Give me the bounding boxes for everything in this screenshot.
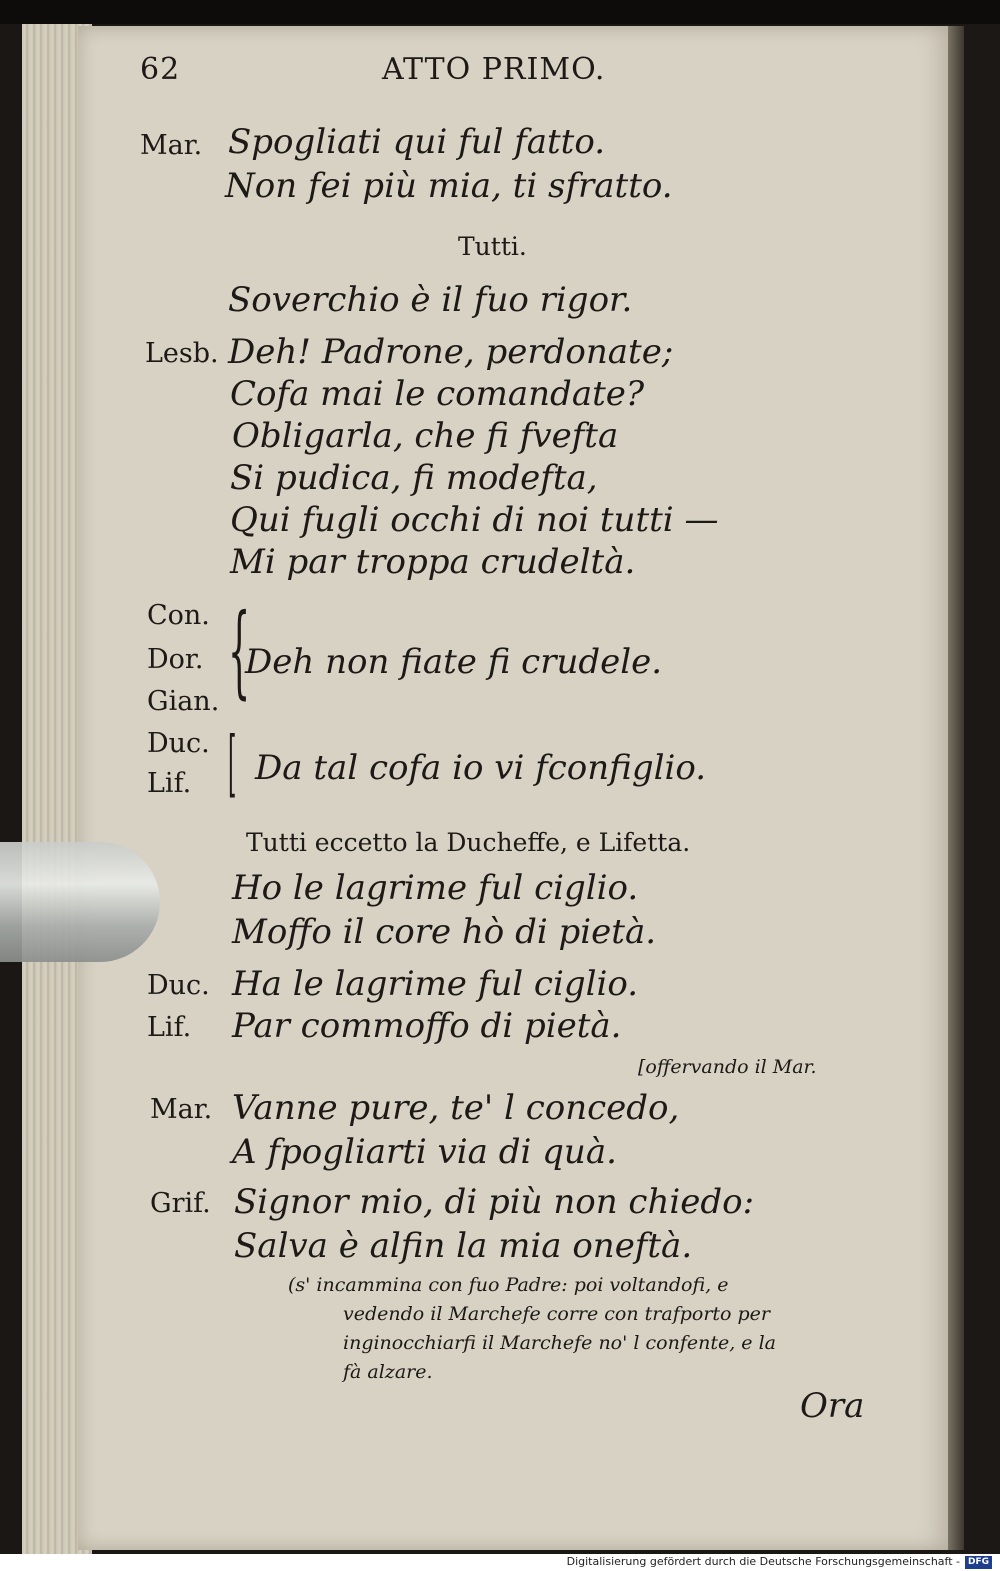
speaker-mar: Mar. — [140, 130, 203, 161]
speaker-duc: Duc. — [147, 970, 210, 1001]
speaker-gris: Grif. — [150, 1188, 211, 1219]
scan-top-border — [0, 0, 1000, 24]
section-heading-tutti-eccetto: Tutti eccetto la Ducheffe, e Lifetta. — [246, 828, 691, 857]
verse-line: Mi par troppa crudeltà. — [230, 542, 636, 582]
verse-line: Par commoffo di pietà. — [232, 1006, 622, 1046]
speaker-lif: Lif. — [147, 768, 192, 799]
scan-right-border — [964, 24, 1000, 1554]
stage-direction: [offervando il Mar. — [638, 1056, 817, 1078]
verse-line: Ha le lagrime ful ciglio. — [232, 964, 639, 1004]
verse-line: Moffo il core hò di pietà. — [232, 912, 657, 952]
stage-direction: vedendo il Marchefe corre con trafporto per — [343, 1303, 771, 1325]
verse-line: A fpogliarti via di quà. — [232, 1132, 617, 1172]
verse-line: Signor mio, di più non chiedo: — [234, 1182, 755, 1222]
verse-line: Si pudica, fi modefta, — [230, 458, 598, 498]
speaker-duc: Duc. — [147, 728, 210, 759]
verse-line: Deh! Padrone, perdonate; — [228, 332, 674, 372]
verse-line: Da tal cofa io vi fconfiglio. — [255, 748, 707, 788]
page-clip — [0, 842, 160, 962]
verse-line: Obligarla, che fi fvefta — [232, 416, 619, 456]
verse-line: Cofa mai le comandate? — [230, 374, 645, 414]
speaker-con: Con. — [147, 600, 210, 631]
running-title: ATTO PRIMO. — [382, 52, 606, 87]
speaker-lesb: Lesb. — [145, 338, 219, 369]
verse-line: Qui fugli occhi di noi tutti — — [230, 500, 719, 540]
speaker-dor: Dor. — [147, 644, 204, 675]
speaker-gian: Gian. — [147, 686, 220, 717]
verse-line: Non fei più mia, ti sfratto. — [225, 166, 673, 206]
bracket: [ — [228, 721, 237, 805]
speaker-lif: Lif. — [147, 1012, 192, 1043]
section-heading-tutti: Tutti. — [458, 232, 527, 261]
stage-direction: inginocchiarfi il Marchefe no' l confente, e la — [343, 1332, 776, 1354]
digitization-credit: Digitalisierung gefördert durch die Deutsche Forschungsgemeinschaft - — [566, 1555, 960, 1568]
verse-line: Deh non fiate fi crudele. — [245, 642, 663, 682]
brace-bracket: { — [228, 592, 251, 709]
stage-direction: (s' incammina con fuo Padre: poi voltandofi, e — [288, 1274, 729, 1296]
verse-line: Soverchio è il fuo rigor. — [228, 280, 633, 320]
page-gutter-shadow — [948, 26, 964, 1550]
catchword: Ora — [800, 1386, 865, 1426]
page-number: 62 — [140, 52, 181, 87]
stage-direction: fà alzare. — [343, 1361, 433, 1383]
speaker-mar: Mar. — [150, 1094, 213, 1125]
verse-line: Spogliati qui ful fatto. — [228, 122, 606, 162]
verse-line: Salva è alfin la mia oneftà. — [234, 1226, 693, 1266]
verse-line: Ho le lagrime ful ciglio. — [232, 868, 639, 908]
dfg-logo: DFG — [965, 1556, 992, 1569]
verse-line: Vanne pure, te' l concedo, — [232, 1088, 680, 1128]
